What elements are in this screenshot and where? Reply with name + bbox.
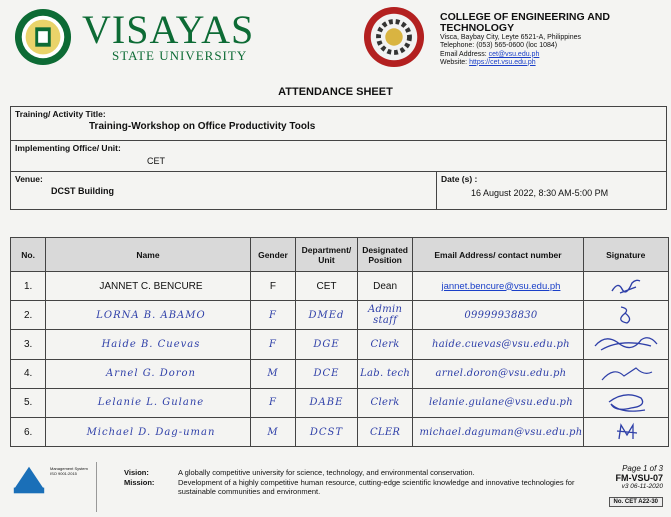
- mission-label: Mission:: [124, 478, 155, 487]
- tuv-certification-logo: [10, 464, 48, 496]
- table-row: [11, 417, 669, 446]
- row-department: CET: [296, 272, 358, 301]
- row-name: Michael D. Dag-uman: [46, 417, 251, 446]
- training-value: Training-Workshop on Office Productivity Tools: [89, 121, 316, 132]
- signature-scribble: [606, 275, 646, 297]
- row-position: Clerk: [357, 330, 413, 359]
- page-number: Page 1 of 3: [622, 464, 663, 473]
- signature-cell: [583, 359, 669, 388]
- row-email: arnel.doron@vsu.edu.ph: [413, 359, 583, 388]
- signature-scribble: [601, 390, 651, 416]
- form-version: v3 06-11-2020: [621, 483, 663, 490]
- row-position: CLER: [357, 417, 413, 446]
- header-department: Department/ Unit: [296, 238, 358, 272]
- row-position: Lab. tech: [357, 359, 413, 388]
- footer: [0, 462, 671, 517]
- row-gender: F: [250, 301, 295, 330]
- row-gender: F: [250, 330, 295, 359]
- row-department: DABE: [296, 388, 358, 417]
- row-position: Clerk: [357, 388, 413, 417]
- college-info: [440, 12, 670, 67]
- venue-date-row: [11, 172, 666, 210]
- university-subtitle: STATE UNIVERSITY: [112, 48, 248, 63]
- row-position: Dean: [357, 272, 413, 301]
- row-email-link[interactable]: jannet.bencure@vsu.edu.ph: [441, 280, 561, 292]
- college-email-line: [440, 51, 670, 59]
- email-label: Email Address:: [440, 50, 489, 58]
- row-name: Haide B. Cuevas: [46, 330, 251, 359]
- table-row: [11, 359, 669, 388]
- mission-text: Development of a highly competitive human resource, cutting-edge scientific knowledge and innovative technologies for sustainable communities and environment.: [178, 478, 575, 496]
- header-no: No.: [11, 238, 46, 272]
- row-position: Admin staff: [357, 301, 413, 330]
- table-header-row: [11, 238, 669, 272]
- college-telephone: Telephone: (053) 565-0600 (loc 1084): [440, 42, 558, 50]
- college-website-line: [440, 59, 670, 67]
- row-no: 3.: [11, 330, 46, 359]
- signature-scribble: [611, 303, 641, 327]
- row-email: haide.cuevas@vsu.edu.ph: [413, 330, 583, 359]
- vision-label: Vision:: [124, 468, 149, 477]
- venue-value: DCST Building: [51, 186, 114, 196]
- row-department: DMEd: [296, 301, 358, 330]
- table-row: [11, 330, 669, 359]
- college-email-link[interactable]: cet@vsu.edu.ph: [488, 50, 540, 58]
- date-cell: [437, 172, 666, 209]
- row-no: 6.: [11, 417, 46, 446]
- office-label: Implementing Office/ Unit:: [15, 143, 121, 153]
- header-name: Name: [46, 238, 251, 272]
- footer-divider: [96, 462, 97, 512]
- signature-cell: [583, 301, 669, 330]
- row-gender: M: [250, 359, 295, 388]
- row-no: 1.: [11, 272, 46, 301]
- row-gender: F: [250, 388, 295, 417]
- row-department: DCST: [296, 417, 358, 446]
- cet-gear-logo: [363, 6, 425, 68]
- table-row: [11, 272, 669, 301]
- row-email: michael.daguman@vsu.edu.ph: [413, 417, 583, 446]
- row-gender: M: [250, 417, 295, 446]
- signature-scribble: [596, 362, 656, 386]
- training-row: [11, 107, 666, 141]
- office-row: [11, 141, 666, 172]
- header-gender: Gender: [250, 238, 295, 272]
- signature-cell: [583, 388, 669, 417]
- document-title: ATTENDANCE SHEET: [278, 86, 393, 98]
- college-address: Visca, Baybay City, Leyte 6521-A, Philippines: [440, 34, 581, 41]
- table-row: [11, 301, 669, 330]
- college-name-line1: COLLEGE OF ENGINEERING AND: [440, 11, 610, 23]
- row-name: Arnel G. Doron: [46, 359, 251, 388]
- form-code: FM-VSU-07: [615, 473, 663, 483]
- college-website-link[interactable]: https://cet.vsu.edu.ph: [469, 58, 536, 66]
- vision-text: A globally competitive university for science, technology, and environmental conservation.: [178, 468, 475, 477]
- training-label: Training/ Activity Title:: [15, 109, 106, 119]
- vsu-seal-logo: [14, 8, 72, 66]
- date-value: 16 August 2022, 8:30 AM-5:00 PM: [471, 188, 609, 198]
- venue-label: Venue:: [15, 174, 43, 184]
- row-name: JANNET C. BENCURE: [46, 272, 251, 301]
- university-name: VISAYAS: [82, 7, 255, 52]
- signature-cell: [583, 417, 669, 446]
- control-number: No. CET A22-30: [609, 497, 663, 507]
- table-row: [11, 388, 669, 417]
- college-name-line2: TECHNOLOGY: [440, 22, 515, 34]
- attendance-table: [10, 237, 669, 447]
- row-department: DGE: [296, 330, 358, 359]
- row-email: 09999938830: [413, 301, 583, 330]
- row-no: 2.: [11, 301, 46, 330]
- signature-scribble: [591, 332, 661, 356]
- signature-scribble: [611, 421, 641, 443]
- office-value: CET: [147, 156, 165, 166]
- row-gender: F: [250, 272, 295, 301]
- row-no: 5.: [11, 388, 46, 417]
- header-signature: Signature: [583, 238, 669, 272]
- website-label: Website:: [440, 58, 470, 66]
- row-name: LORNA B. ABAMO: [46, 301, 251, 330]
- row-no: 4.: [11, 359, 46, 388]
- row-name: Lelanie L. Gulane: [46, 388, 251, 417]
- row-department: DCE: [296, 359, 358, 388]
- signature-cell: [583, 272, 669, 301]
- date-label: Date (s) :: [441, 174, 478, 184]
- letterhead: [10, 4, 665, 72]
- row-email: lelanie.gulane@vsu.edu.ph: [413, 388, 583, 417]
- venue-cell: [11, 172, 437, 209]
- header-email: Email Address/ contact number: [413, 238, 583, 272]
- form-info: [609, 464, 663, 508]
- header-position: Designated Position: [357, 238, 413, 272]
- certification-text: Management System ISO 9001:2015: [50, 466, 88, 476]
- signature-cell: [583, 330, 669, 359]
- activity-info-box: [10, 106, 667, 210]
